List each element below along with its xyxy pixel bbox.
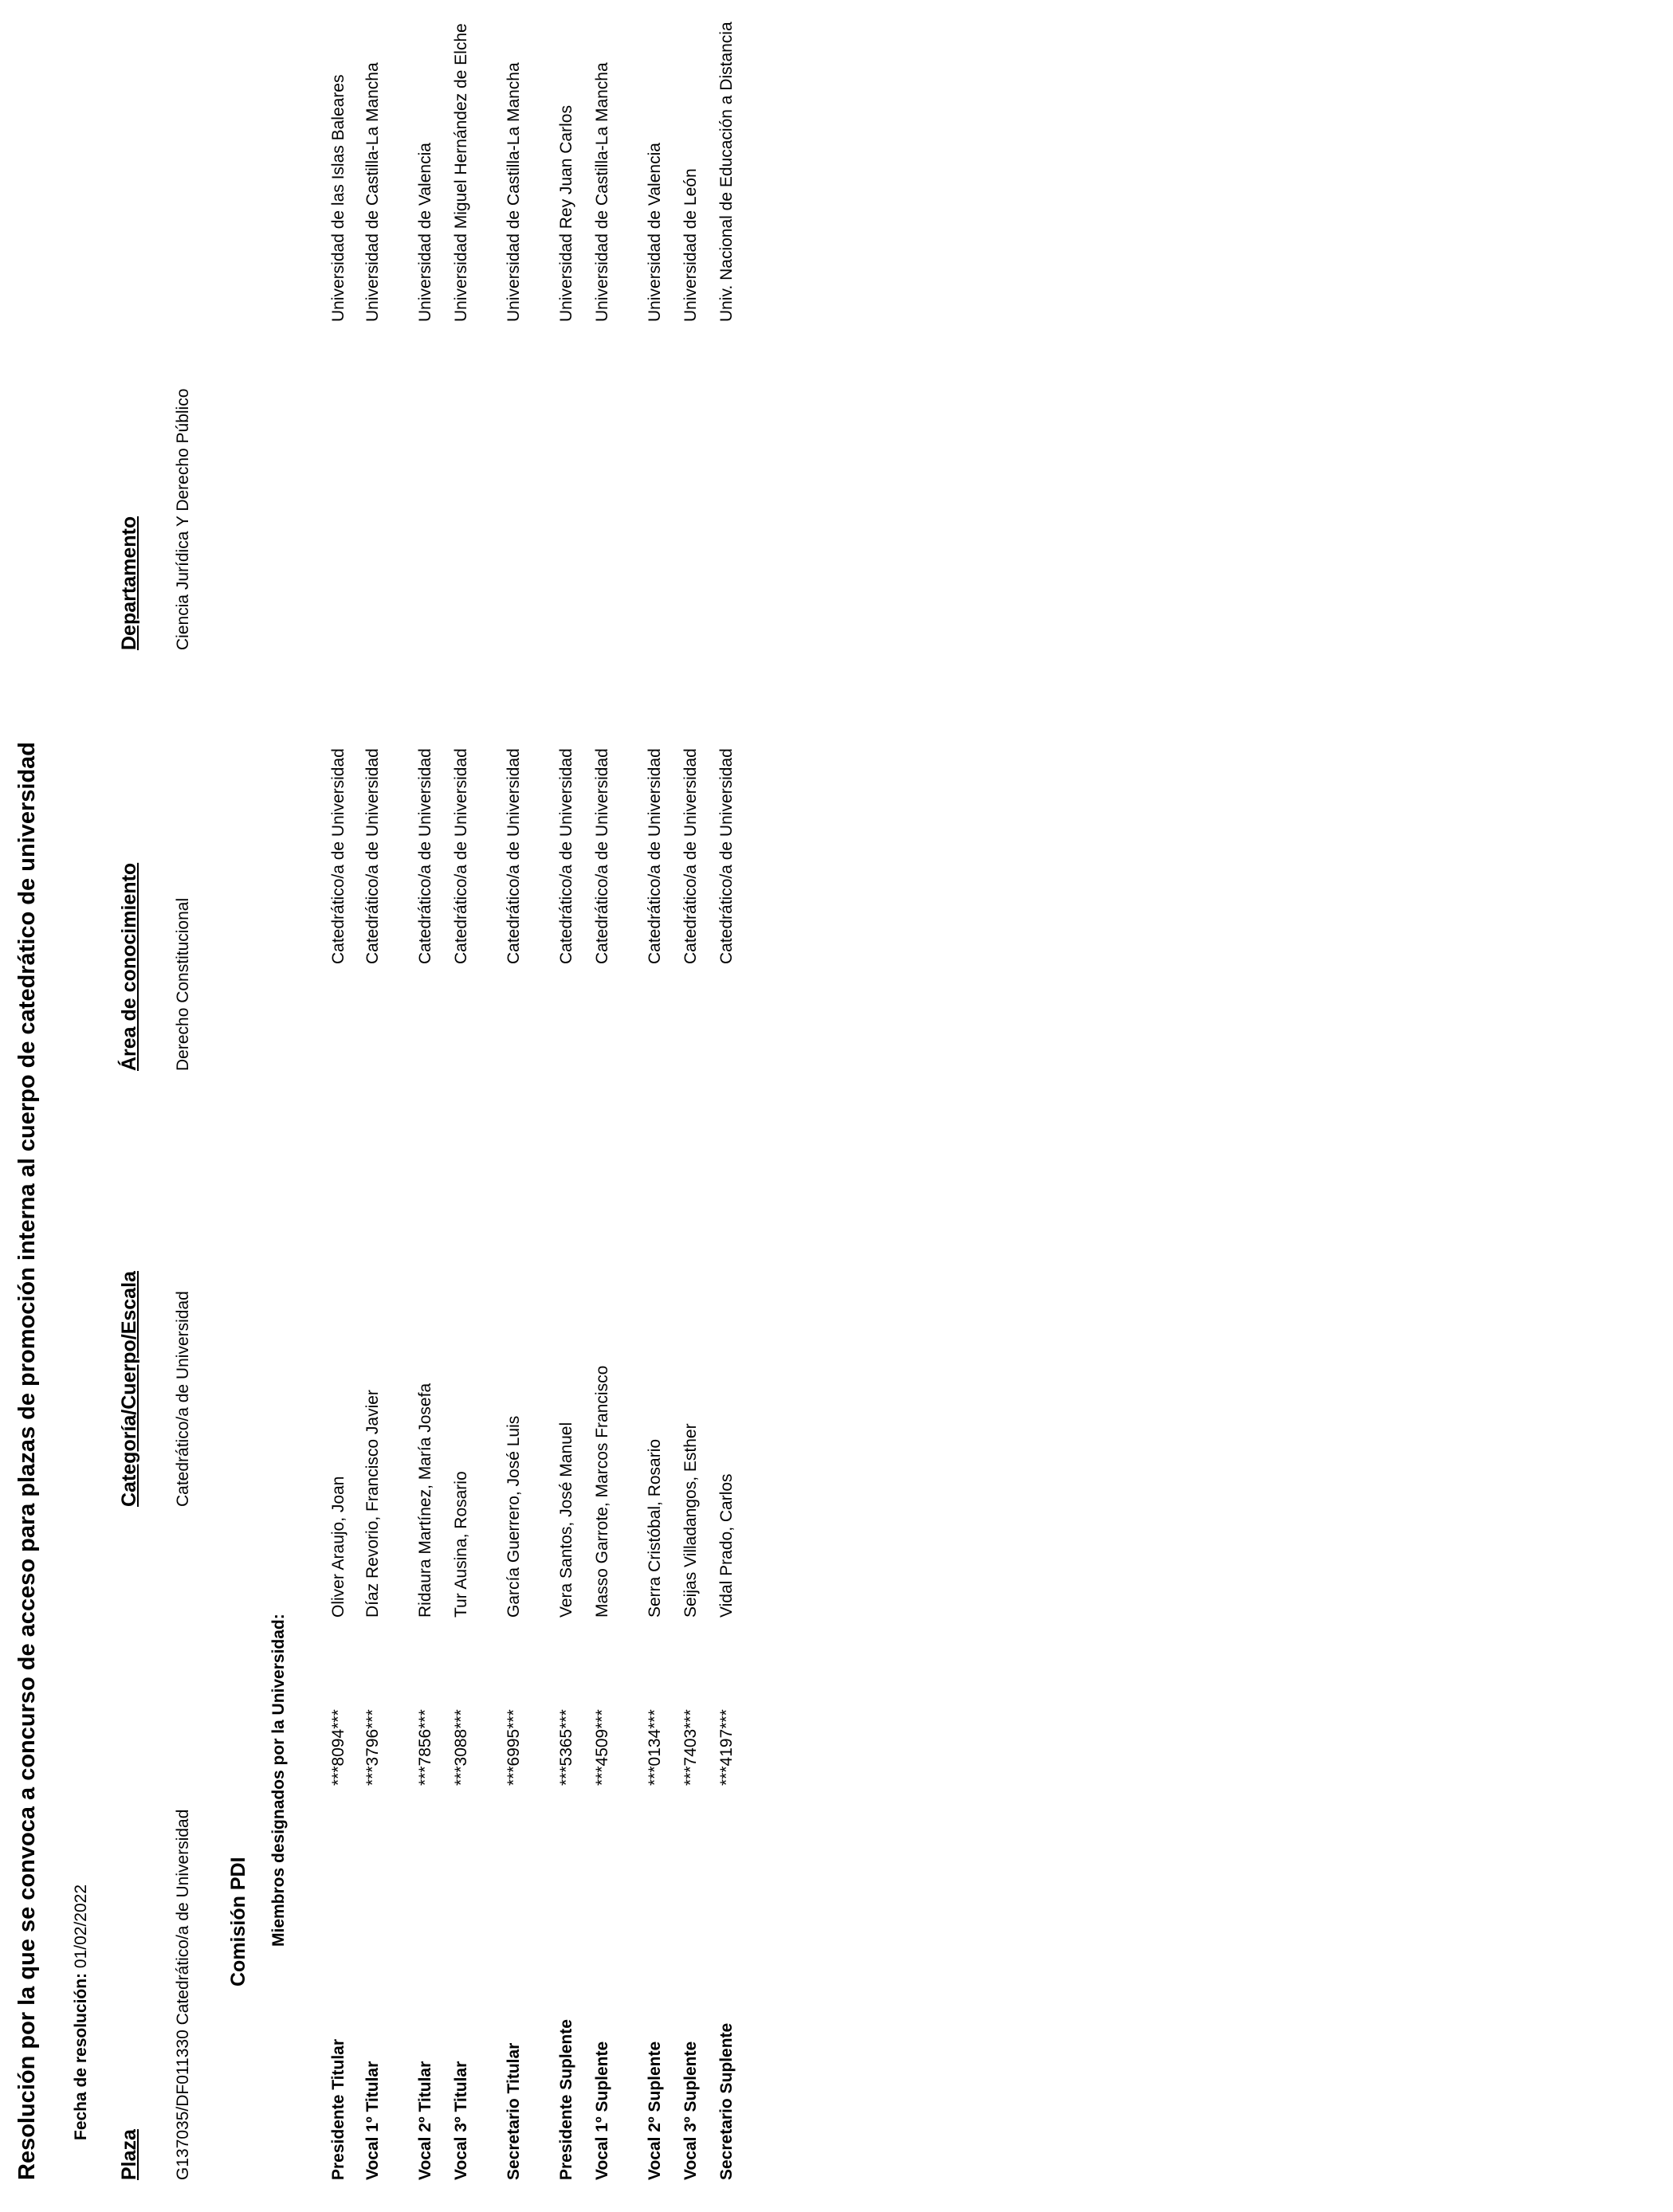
member-dni: ***4197*** [717,1709,736,1786]
member-role: Vocal 1º Suplente [593,2041,611,2180]
departamento-value: Ciencia Jurídica Y Derecho Público [174,388,192,650]
member-university: Universidad de Castilla-La Mancha [593,62,611,322]
header-plaza: Plaza [118,2129,140,2180]
member-name: Serra Cristóbal, Rosario [646,1438,664,1618]
member-university: Universidad Rey Juan Carlos [557,105,575,322]
member-category: Catedrático/a de Universidad [329,748,348,964]
member-dni: ***7856*** [416,1709,434,1786]
member-name: Vidal Prado, Carlos [717,1473,736,1618]
member-university: Universidad Miguel Hernández de Elche [452,23,470,322]
member-role: Vocal 3º Titular [452,2061,470,2180]
member-category: Catedrático/a de Universidad [717,748,736,964]
member-name: Masso Garrote, Marcos Francisco [593,1365,611,1618]
member-name: Oliver Araujo, Joan [329,1476,348,1618]
member-university: Universidad de Valencia [646,143,664,322]
member-category: Catedrático/a de Universidad [416,748,434,964]
header-departamento: Departamento [118,516,140,650]
member-dni: ***6995*** [505,1709,523,1786]
comision-title: Comisión PDI [227,1857,249,1986]
member-dni: ***3796*** [363,1709,382,1786]
member-category: Catedrático/a de Universidad [557,748,575,964]
member-dni: ***7403*** [681,1709,700,1786]
header-categoria: Categoría/Cuerpo/Escala [118,1271,140,1507]
member-dni: ***4509*** [593,1709,611,1786]
area-value: Derecho Constitucional [174,897,192,1071]
member-name: García Guerrero, José Luis [505,1415,523,1618]
member-university: Universidad de Valencia [416,143,434,322]
member-role: Vocal 1º Titular [363,2061,382,2180]
member-university: Universidad de León [681,168,700,322]
header-area: Área de conocimiento [118,862,140,1071]
categoria-value: Catedrático/a de Universidad [174,1291,192,1507]
plaza-value: G137035/DF011330 Catedrático/a de Universidad [174,1809,192,2180]
member-university: Universidad de las Islas Baleares [329,74,348,322]
member-category: Catedrático/a de Universidad [681,748,700,964]
member-category: Catedrático/a de Universidad [505,748,523,964]
member-role: Vocal 2º Titular [416,2061,434,2180]
member-dni: ***8094*** [329,1709,348,1786]
member-dni: ***5365*** [557,1709,575,1786]
member-category: Catedrático/a de Universidad [363,748,382,964]
member-category: Catedrático/a de Universidad [452,748,470,964]
miembros-title: Miembros designados por la Universidad: [269,1614,288,1947]
member-role: Presidente Titular [329,2038,348,2180]
member-role: Secretario Titular [505,2042,523,2180]
member-category: Catedrático/a de Universidad [593,748,611,964]
member-name: Díaz Revorio, Francisco Javier [363,1390,382,1618]
member-role: Secretario Suplente [717,2022,736,2180]
member-name: Tur Ausina, Rosario [452,1471,470,1618]
member-university: Universidad de Castilla-La Mancha [363,62,382,322]
member-name: Vera Santos, José Manuel [557,1422,575,1618]
member-category: Catedrático/a de Universidad [646,748,664,964]
member-university: Universidad de Castilla-La Mancha [505,62,523,322]
member-dni: ***0134*** [646,1709,664,1786]
resolution-date [72,1885,91,2140]
member-role: Vocal 2º Suplente [646,2041,664,2180]
resolution-date-label: Fecha de resolución: [72,1972,90,2140]
member-role: Presidente Suplente [557,2019,575,2180]
member-name: Ridaura Martínez, María Josefa [416,1382,434,1618]
member-university: Univ. Nacional de Educación a Distancia [717,22,736,322]
resolution-date-value: 01/02/2022 [72,1884,90,1969]
member-dni: ***3088*** [452,1709,470,1786]
member-name: Seijas Villadangos, Esther [681,1423,700,1618]
document-title: Resolución por la que se convoca a concurso de acceso para plazas de promoción interna al cuerpo de catedrático de universidad [14,742,40,2180]
member-role: Vocal 3º Suplente [681,2041,700,2180]
